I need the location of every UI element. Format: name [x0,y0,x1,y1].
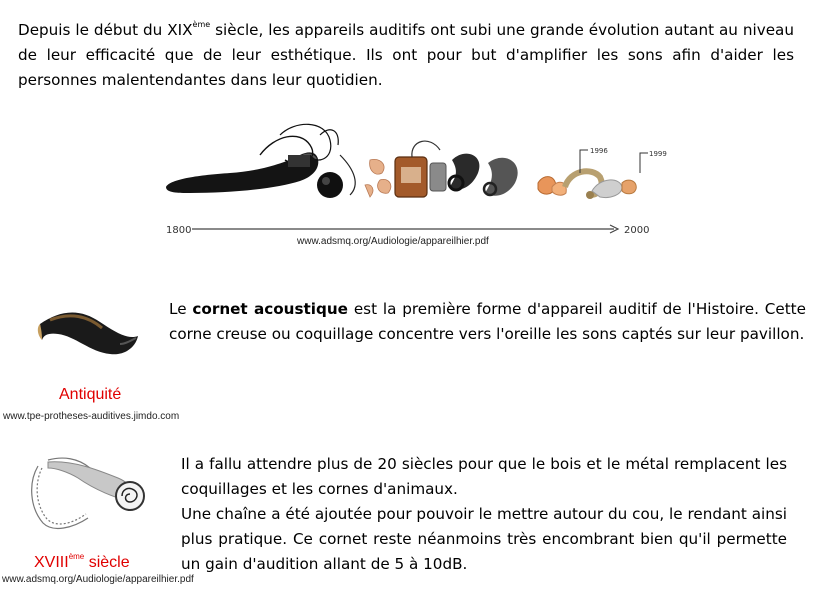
section1-paragraph: Le cornet acoustique est la première forme d'appareil auditif de l'Histoire. Cette corne creuse ou coquillage concentre vers l'oreille les sons captés sur leur pavillon. [169,300,806,343]
wired-receiver-device [260,124,338,167]
bte-device-beige [592,180,622,198]
section2-paragraph [181,452,787,577]
term-cornet-acoustique: cornet acoustique [192,300,348,318]
section1-source: www.tpe-protheses-auditives.jimdo.com [3,411,180,422]
section2-line1: Il a fallu attendre plus de 20 siècles pour que le bois et le métal remplacent les coquillages et les cornes d'animaux. [181,455,787,498]
chained-horn-image [18,448,148,538]
section2-line2: Une chaîne a été ajoutée pour pouvoir le mettre autour du cou, le rendant ainsi plus pratique. Ce cornet reste néanmoins très encombrant bien qu'il permette un gain d'audition allant de 5 à 10dB. [181,505,787,573]
marker-1996: 1996 [590,147,608,155]
in-ear-devices [538,177,566,196]
round-receiver-device [317,172,343,198]
hearing-aid-timeline [160,115,667,240]
marker-1999: 1999 [649,150,667,158]
timeline-source: www.adsmq.org/Audiologie/appareilhier.pdf [297,236,489,247]
horn-image [30,300,145,370]
bte-device-dark [450,154,479,190]
timeline-end-label: 2000 [624,225,650,236]
clip-device [430,163,446,191]
bte-device-grey [485,158,518,196]
caption-xviii-siecle: XVIIIème siècle [34,552,130,571]
intro-paragraph: Depuis le début du XIXème siècle, les appareils auditifs ont subi une grande évolution autant au niveau de leur efficacité que de leur esthétique. Ils ont pour but d'amplifier les sons afin d'aider les personnes malentendantes dans leur quotidien. [18,20,794,89]
caption-antiquite: Antiquité [59,386,122,403]
earpiece-parts [365,159,391,197]
timeline-start-label: 1800 [166,225,192,236]
in-ear-device-small [622,180,636,194]
section2-source: www.adsmq.org/Audiologie/appareilhier.pdf [2,574,194,585]
